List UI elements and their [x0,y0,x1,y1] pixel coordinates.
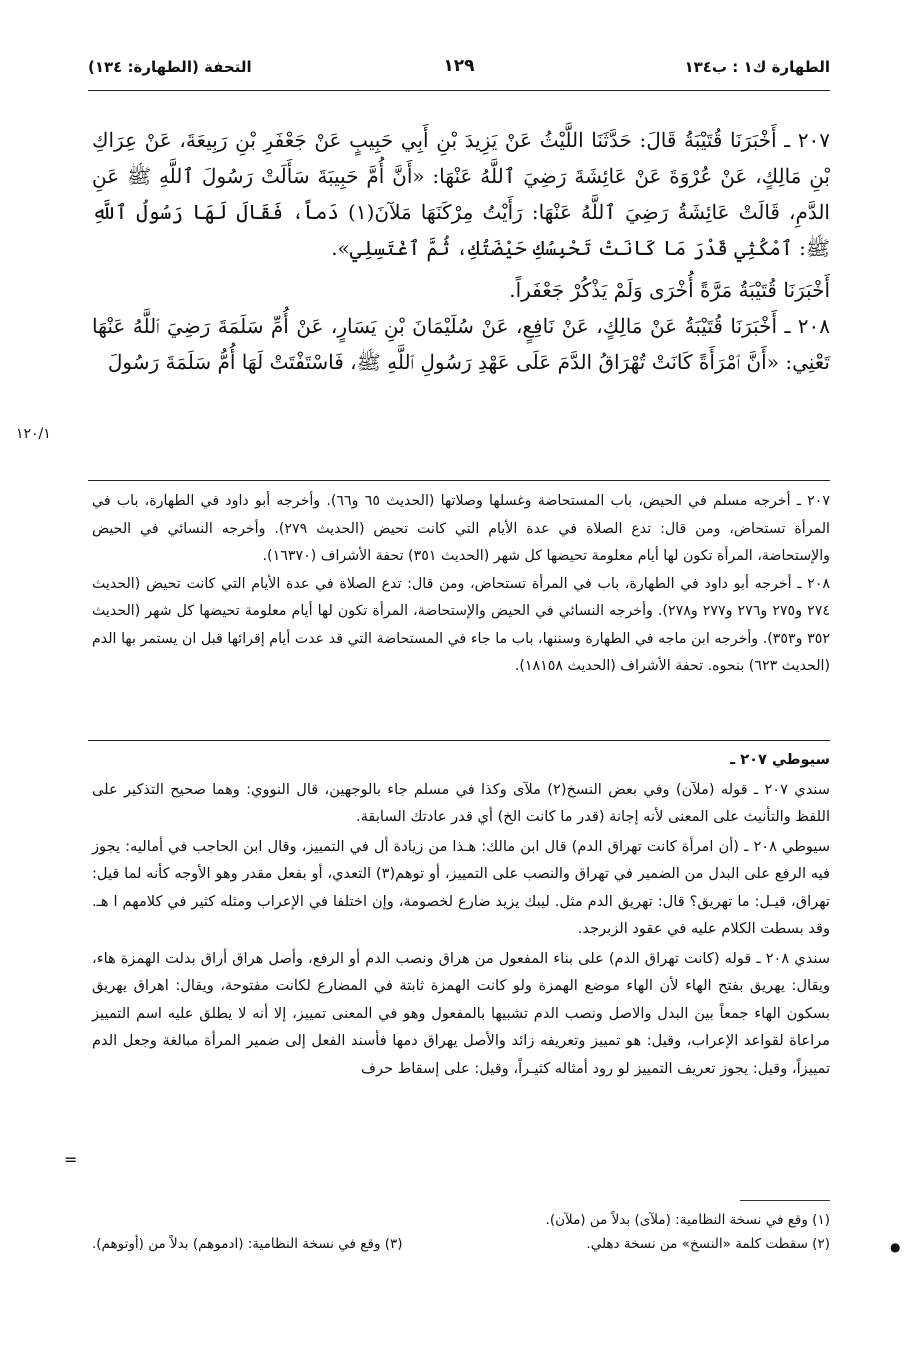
header-rule [88,90,830,91]
footnote-2: (٢) سقطت كلمة «النسخ» من نسخة دهلي. [586,1236,830,1252]
footnotes [92,1208,830,1256]
header-chapter-ref: الطهارة ك١ : ب١٣٤ [684,58,830,76]
commentary-section [92,746,830,1084]
hadith-text [92,122,830,380]
notes-rule [88,480,830,481]
note-207: ٢٠٧ ـ أخرجه مسلم في الحيض، باب المستحاضة وغسلها وصلاتها (الحديث ٦٥ و٦٦). وأخرجه أبو داود في الطهارة، باب في المرأة تستحاض، ومن قال: تدع الصلاة في عدة الأيام التي كانت تحيض (الحديث ٢٧٩). وأخرجه النسائي في الحيض والإستحاضة، المرأة تكون لها أيام معلومة تحيضها كل شهر (الحديث ٣٥١) تحفة الأشراف (١٦٣٧٠). [92,493,831,564]
commentary-sindi-208: سندي ٢٠٨ ـ قوله (كانت تهراق الدم) على بناء المفعول من هراق ونصب الدم أو الرفع، وأصل هراق أراق بدلت الهمزة هاء، ويقال: يهريق بفتح الهاء لأن الهاء موضع الهمزة ولو كانت الهمزة ثابتة في المضارع لكانت مفتوحة، ويقال: اهراق يهريق بسكون الهاء جمعاً بين البدل والاصل ونصب الدم تشبيها بالمفعول وهو في المعنى تمييز، إلا أنه لا يطلق عليه اسم التمييز مراعاة لقواعد الإعراب، وقيل: هو تمييز وتعريفه زائد والأصل يهراق دمها فأسند الفعل إلى ضمير المرأة مبالغة وجعل الدم تمييزاً، وقيل: يجوز تعريف التمييز لو رود أمثاله كثيـراً، وقيل: على إسقاط حرف [92,949,830,1077]
takhrij-notes [92,488,830,681]
header-tuhfa-ref: التحفة (الطهارة: ١٣٤) [88,58,252,76]
commentary-sindi-207: سندي ٢٠٧ ـ قوله (ملآن) وفي بعض النسخ(٢) ملآى وكذا في مسلم جاء بالوجهين، قال النووي: وهما صحيح التذكير على اللفظ والتأنيث على المعنى لأنه إجانة (قدر ما كانت الخ) أي قدر عادتك السابقة. [92,780,830,825]
note-208: ٢٠٨ ـ أخرجه أبو داود في الطهارة، باب في المرأة تستحاض، ومن قال: تدع الصلاة في عدة الأيام التي كانت تحيض (الحديث ٢٧٤ و٢٧٥ و٢٧٦ و٢٧٧ و٢٧٨). وأخرجه النسائي في الحيض والإستحاضة، المرأة تكون لها أيام معلومة تحيضها كل شهر (الحديث ٣٥٢ و٣٥٣). وأخرجه ابن ماجه في الطهارة وسننها، باب ما جاء في المستحاضة التي قد عدت أيام إقرائها قبل ان يستمر بها الدم (الحديث ٦٢٣) بنحوه. تحفة الأشراف (الحديث ١٨١٥٨). [92,575,830,674]
margin-reference: ١٢٠/١ [16,426,51,442]
bullet-mark-icon: ● [890,1240,901,1254]
footnote-1: (١) وقع في نسخة النظامية: (ملآى) بدلاً من (ملآن). [545,1212,830,1228]
hadith-207: ٢٠٧ ـ أَخْبَرَنَا قُتَيْبَةُ قَالَ: حَدَّثَنَا اللَّيْثُ عَنْ يَزِيدَ بْنِ أَبِي حَبِيبٍ عَنْ جَعْفَرِ بْنِ رَبِيعَةَ، عَنْ عِرَاكِ بْنِ مَالِكٍ، عَنْ عُرْوَةَ عَنْ عَائِشَةَ رَضِيَ ٱللَّهُ عَنْهَا: «أَنَّ أُمَّ حَبِيبَةَ سَأَلَتْ رَسُولَ ٱللَّهِ ﷺ عَنِ الدَّمِ، قَالَتْ عَائِشَةُ رَضِيَ ٱللَّهُ عَنْهَا: رَأَيْتُ مِرْكَنَهَا مَلآنَ(١) دَماً، فَقَالَ لَهَا رَسُولُ ٱللَّهِ ﷺ: ٱمْكُثِي قَدْرَ مَا كَانَتْ تَحْبِسُكِ حَيْضَتُكِ، ثُمَّ ٱغْتَسِلِي». [92,128,830,260]
footnote-row [92,1232,830,1256]
commentary-suyuti-207: سيوطي ٢٠٧ ـ [730,751,830,768]
hadith-208: ٢٠٨ ـ أَخْبَرَنَا قُتَيْبَةُ عَنْ مَالِكٍ، عَنْ نَافِعٍ، عَنْ سُلَيْمَانَ بْنِ يَسَارٍ، عَنْ أُمِّ سَلَمَةَ رَضِيَ ٱللَّهُ عَنْهَا تَعْنِي: «أَنَّ ٱمْرَأَةً كَانَتْ تُهْرَاقُ الدَّمَ عَلَى عَهْدِ رَسُولِ ٱللَّهِ ﷺ، فَاسْتَفْتَتْ لَهَا أُمُّ سَلَمَةَ رَسُولَ [92,314,830,374]
page-number: ١٢٩ [443,56,475,76]
running-header [88,58,830,88]
continuation-mark: = [64,1150,78,1169]
footnote-separator [740,1200,830,1201]
commentary-rule [88,740,830,741]
hadith-207-alt-chain: أَخْبَرَنَا قُتَيْبَةُ مَرَّةً أُخْرَى وَلَمْ يَذْكُرْ جَعْفَراً. [509,278,830,302]
footnote-3: (٣) وقع في نسخة النظامية: (ادموهم) بدلاً من (أوتوهم). [92,1236,403,1252]
commentary-suyuti-208: سيوطي ٢٠٨ ـ (أن امرأة كانت تهراق الدم) قال ابن مالك: هـذا من زيادة أل في التمييز، وقال ابن الحاجب في أماليه: يجوز فيه الرفع على البدل من الضمير في تهراق والنصب على التمييز، أو توهم(٣) التعدي، أو بفعل مقدر وهو الأوجه كأنه لما قيل: تهراق، قيـل: ما تهريق؟ قال: تهريق الدم مثل. ليبك يزيد ضارع لخصومة، وإن اختلفا في الإعراب ومثله كثير في كلامهم ا هـ. وقد بسطت الكلام عليه في عقود الزبرجد. [92,837,830,937]
